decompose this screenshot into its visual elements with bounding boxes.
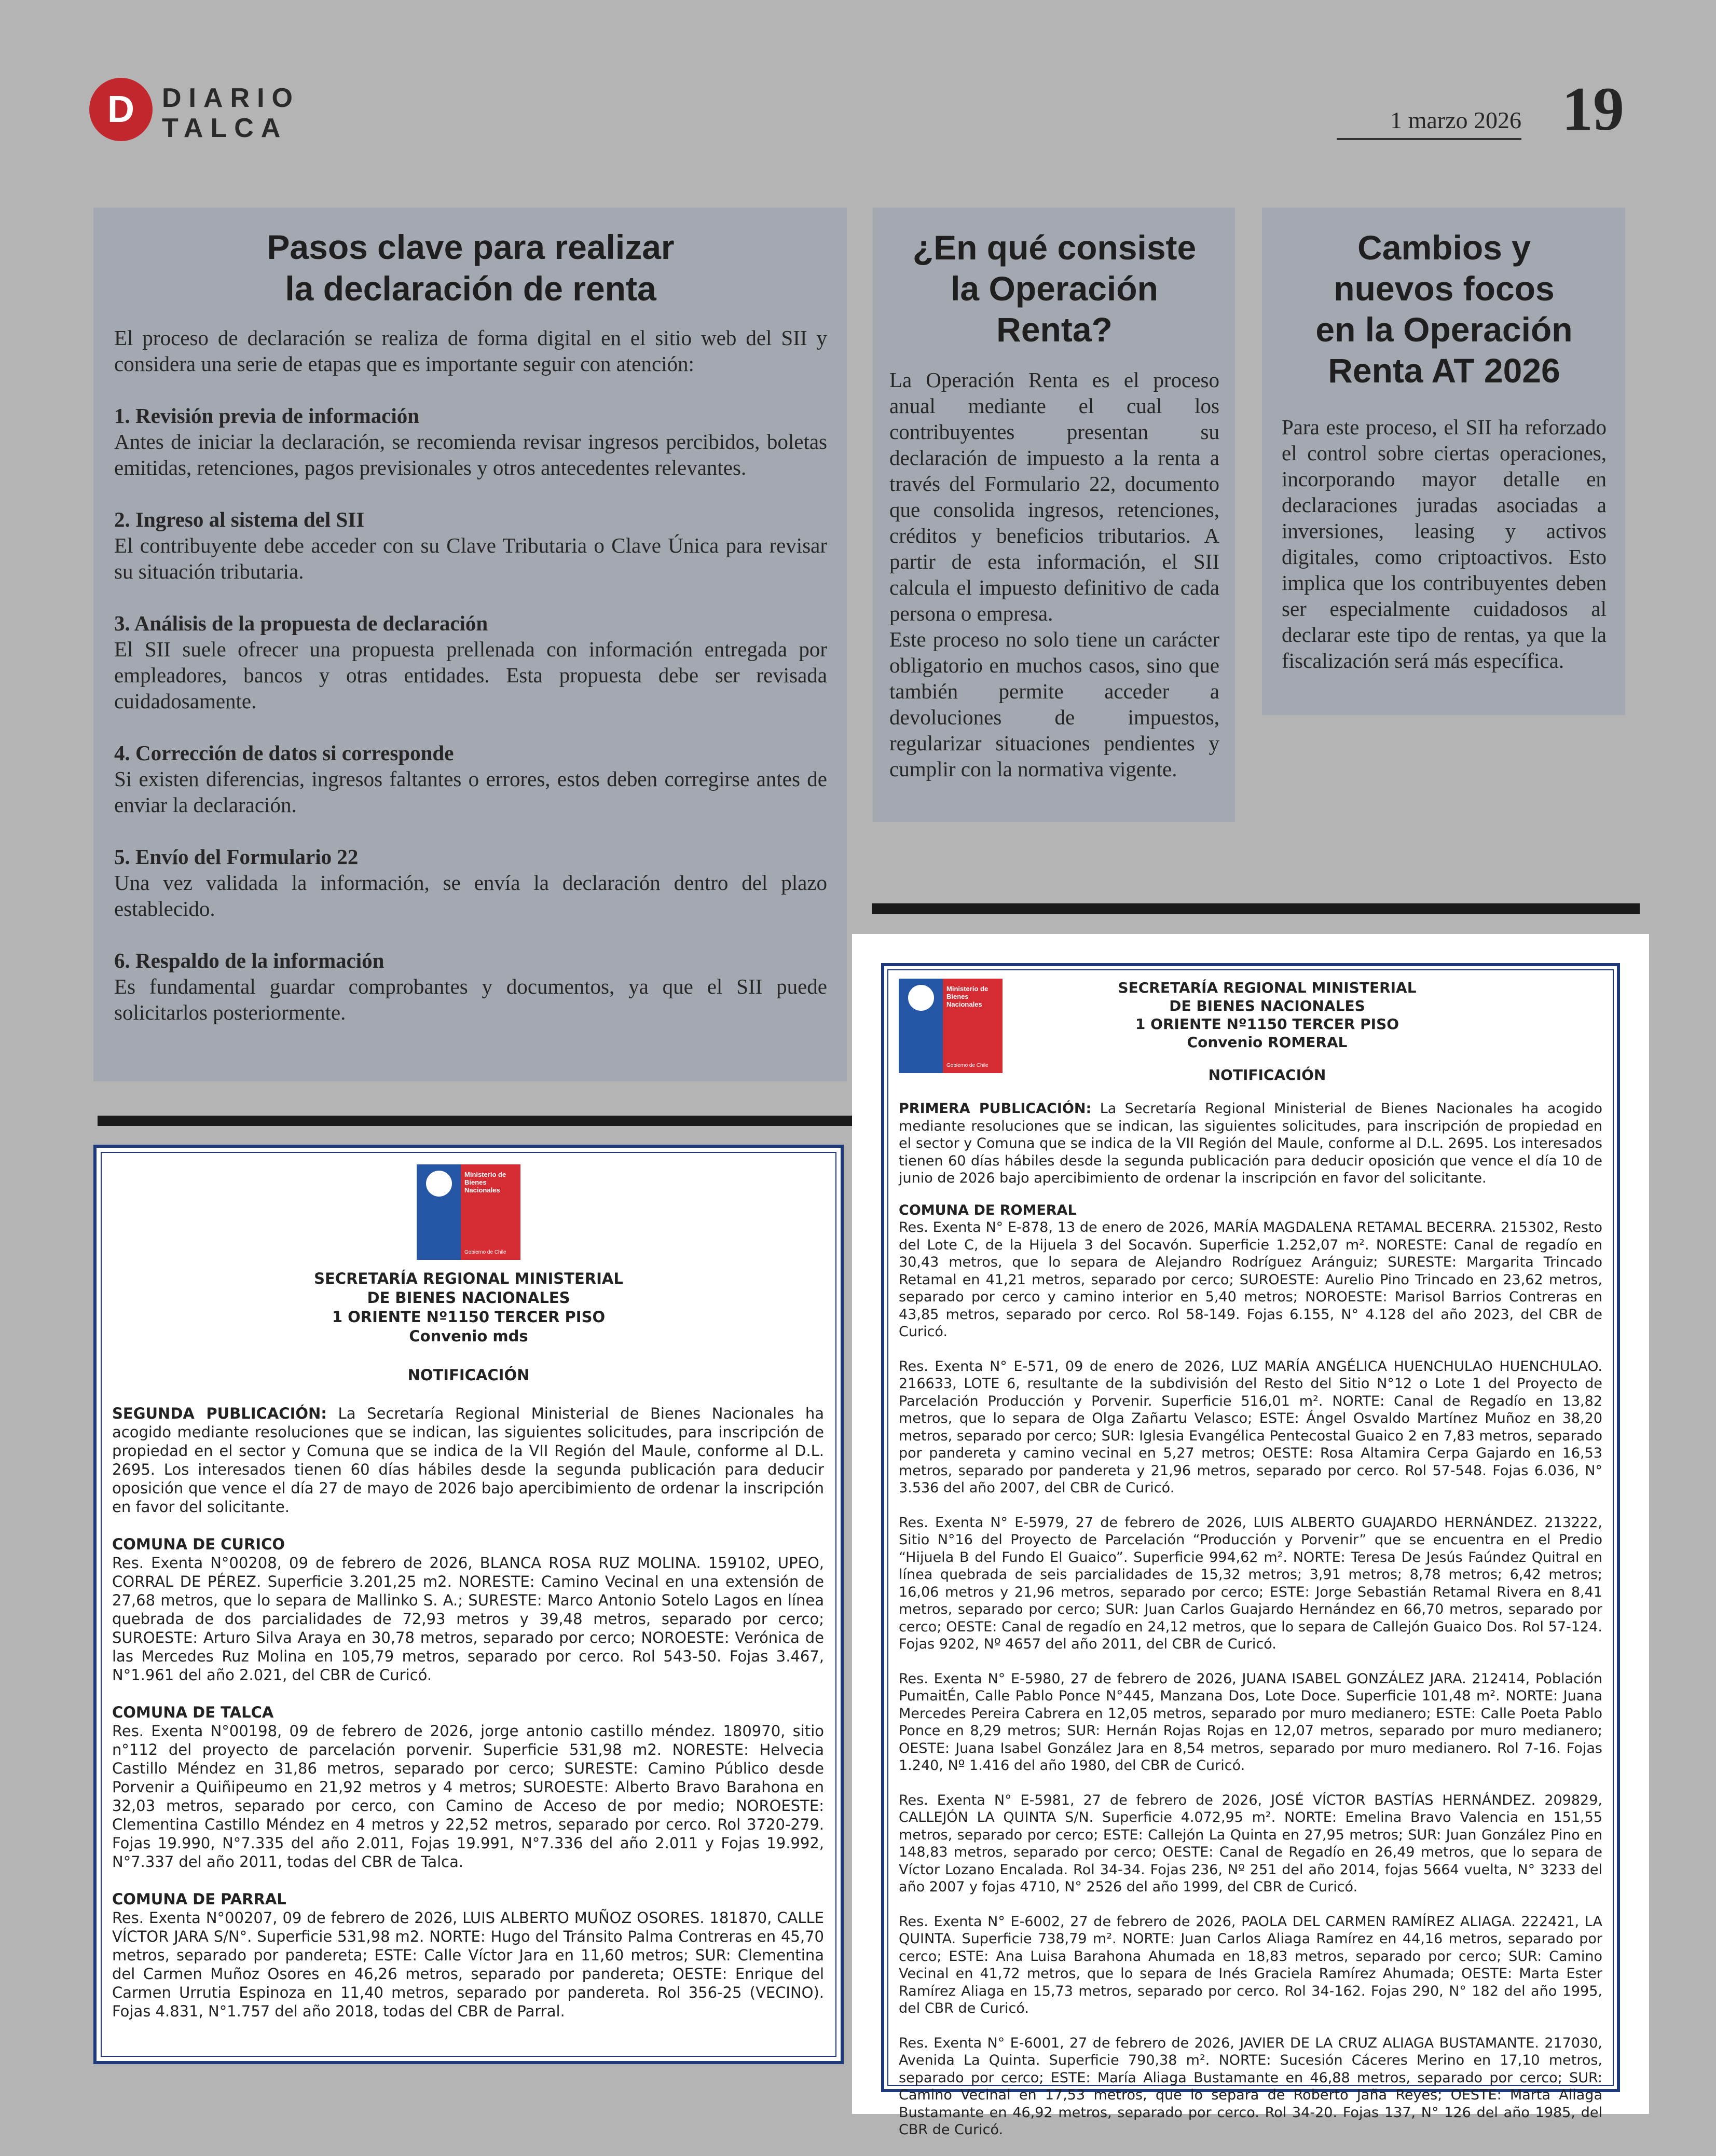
step-item bbox=[114, 947, 827, 1025]
divider-right bbox=[872, 903, 1640, 914]
notice-left-heading: NOTIFICACIÓN bbox=[407, 1366, 530, 1384]
section-text: Res. Exenta N°00207, 09 de febrero de 2026, LUIS ALBERTO MUÑOZ OSORES. 181870, CALLE VÍCTOR JARA S/N°. Superficie 531,98 m2. NORTE: Hugo del Tránsito Palma Contreras en 45,70 metros, separado por pandereta; ESTE: Calle Víctor Jara en 11,60 metros; SUR: Clementina del Carmen Muñoz Osores en 46,26 metros, separado por pandereta; OESTE: Enrique del Carmen Urrutia Espinoza en 11,40 metros, separado por pandereta. Rol 356-25 (VECINO). Fojas 4.831, N°1.757 del año 2018, todas del CBR de Parral. bbox=[112, 1909, 824, 2020]
step-title: 5. Envío del Formulario 22 bbox=[114, 845, 359, 869]
notice-left-lead: SEGUNDA PUBLICACIÓN: La Secretaría Regional Ministerial de Bienes Nacionales ha acogido mediante resoluciones que se indican, las siguientes solicitudes, para inscripción de propiedad en el sector y Comuna que se indica de la VII Región del Maule, conforme al D.L. 2695. Los interesados tienen 60 días hábiles desde la segunda publicación para deducir oposición que vence el día 27 de mayo de 2026 bajo apercibimiento de ordenar la inscripción en favor del solicitante. bbox=[112, 1405, 824, 1516]
steps-list bbox=[114, 403, 827, 1025]
divider-left bbox=[98, 1116, 866, 1126]
section-text: Res. Exenta N°00208, 09 de febrero de 2026, BLANCA ROSA RUZ MOLINA. 159102, UPEO, CORRAL DE PÉREZ. Superficie 3.201,25 m2. NORESTE: Camino Vecinal en una extensión de 27,68 metros, que lo separa de Mallinko S. A.; SURESTE: Marco Antonio Sotelo Lagos en línea quebrada de dos parcialidades de 72,93 metros y 39,48 metros, separado por cerco; SUROESTE: Arturo Silva Araya en 30,78 metros, separado por cerco; NOROESTE: Verónica de las Mercedes Ruz Molina en 105,79 metros, separado por cerco. Rol 543-50. Fojas 3.467, N°1.961 del año 2.021, del CBR de Curicó. bbox=[112, 1554, 824, 1684]
issue-date: 1 marzo 2026 bbox=[1337, 106, 1521, 140]
step-title: 2. Ingreso al sistema del SII bbox=[114, 507, 365, 531]
article-operacion-renta bbox=[873, 208, 1235, 822]
notice-left-section bbox=[112, 1890, 824, 2021]
notice-right-header-4: Convenio ROMERAL bbox=[1187, 1034, 1348, 1051]
section-text: Res. Exenta N°00198, 09 de febrero de 2026, jorge antonio castillo méndez. 180970, sitio n°112 del proyecto de parcelación porvenir. Superficie 531,98 m2. NORESTE: Helvecia Castillo Méndez en 31,86 metros, separado por cerco; SURESTE: Camino Público desde Porvenir a Quiñipeumo en 21,92 metros y 4 metros; SUROESTE: Alberto Bravo Barahona en 32,03 metros, separado por cerco, con Camino de Acceso de por medio; NOROESTE: Clementina Castillo Méndez en 4 metros y 22,52 metros, separado por cerco. Rol 3720-279. Fojas 19.990, N°7.335 del año 2.011, Fojas 19.991, N°7.336 del año 2.011 y Fojas 19.992, N°7.337 del año 2011, todas del CBR de Talca. bbox=[112, 1722, 824, 1871]
notice-entry: Res. Exenta N° E-6001, 27 de febrero de 2026, JAVIER DE LA CRUZ ALIAGA BUSTAMANTE. 217030, Avenida La Quinta. Superficie 790,38 m². NORTE: Sucesión Cáceres Merino en 17,10 metros, separado por cerco; ESTE: María Aliaga Bustamante en 46,88 metros, separado por cerco; SUR: Camino Vecinal en 17,53 metros, que lo separa de Roberto Jaña Reyes; OESTE: Marta Aliaga Bustamante en 46,92 metros, separado por cerco. Rol 34-20. Fojas 137, N° 126 del año 1985, del CBR de Curicó. bbox=[899, 2035, 1602, 2138]
notice-right-header-1: SECRETARÍA REGIONAL MINISTERIAL bbox=[1118, 979, 1417, 996]
notice-left-header-3: 1 ORIENTE Nº1150 TERCER PISO bbox=[332, 1308, 606, 1326]
notice-right-header-2: DE BIENES NACIONALES bbox=[1169, 997, 1365, 1014]
notice-entry: Res. Exenta N° E-878, 13 de enero de 2026, MARÍA MAGDALENA RETAMAL BECERRA. 215302, Resto del Lote C, de la Hijuela 3 del Socavón. Superficie 1.252,07 m². NORESTE: Canal de regadío en 30,43 metros, que lo separa de Alejandro Rodríguez Aránguiz; SURESTE: Margarita Trincado Retamal en 41,21 metros, separado por cerco; SUROESTE: Aurelio Pino Trincado en 23,62 metros, separado por cerco y camino interior en 5,40 metros; NOROESTE: Marisol Barrios Contreras en 43,85 metros, separado por cerco. Rol 58-149. Fojas 6.155, N° 4.128 del año 2023, del CBR de Curicó. bbox=[899, 1219, 1602, 1340]
notice-left-sections bbox=[112, 1535, 824, 2021]
notice-left-header-2: DE BIENES NACIONALES bbox=[367, 1289, 570, 1307]
section-title: COMUNA DE PARRAL bbox=[112, 1890, 286, 1908]
step-item bbox=[114, 506, 827, 584]
notice-entry: Res. Exenta N° E-6002, 27 de febrero de 2026, PAOLA DEL CARMEN RAMÍREZ ALIAGA. 222421, LA QUINTA. Superficie 738,79 m². NORTE: Juan Carlos Aliaga Ramírez en 44,16 metros, separado por cerco; ESTE: Ana Luisa Barahona Ahumada en 18,83 metros, separado por cerco; SUR: Camino Vecinal en 41,72 metros, que lo separa de Inés Graciela Ramírez Ahumada; OESTE: Marta Ester Ramírez Aliaga en 15,73 metros, separado por cerco. Rol 34-162. Fojas 290, N° 182 del año 1995, del CBR de Curicó. bbox=[899, 1913, 1602, 2016]
step-title: 6. Respaldo de la información bbox=[114, 949, 385, 972]
step-text: Antes de iniciar la declaración, se recomienda revisar ingresos percibidos, boletas emitidas, retenciones, pagos previsionales y otros antecedentes relevantes. bbox=[114, 430, 827, 479]
article-operacion-para1: La Operación Renta es el proceso anual mediante el cual los contribuyentes presentan su declaración de impuesto a la renta a través del Formulario 22, documento que consolida ingresos, retenciones, créditos y beneficios tributarios. A partir de esta información, el SII calcula el impuesto definitivo de cada persona o empresa. bbox=[889, 368, 1219, 625]
notice-right-section-title: COMUNA DE ROMERAL bbox=[899, 1202, 1077, 1218]
masthead-line-1: DIARIO bbox=[162, 83, 300, 113]
notice-left-section bbox=[112, 1535, 824, 1684]
step-title: 1. Revisión previa de información bbox=[114, 404, 420, 428]
step-item bbox=[114, 610, 827, 714]
step-item bbox=[114, 844, 827, 922]
notice-entry: Res. Exenta N° E-571, 09 de enero de 2026, LUZ MARÍA ANGÉLICA HUENCHULAO HUENCHULAO. 216633, LOTE 6, resultante de la subdivisión del Resto del Sitio N°12 o Lote 1 del Proyecto de Parcelación Producción y Porvenir. Superficie 516,01 m². NORTE: Canal de Regadío en 13,82 metros, que lo separa de Olga Zañartu Velasco; ESTE: Ángel Osvaldo Martínez Muñoz en 38,20 metros, separado por cerco; SUR: Iglesia Evangélica Pentecostal Guaico 2 en 7,83 metros, separado por pandereta y camino vecinal en 5,27 metros; OESTE: Rosa Altamira Cerpa Gajardo en 16,53 metros, separado por pandereta y 21,96 metros, separado por cerco. Rol 57-548. Fojas 6.036, N° 3.536 del año 2007, del CBR de Curicó. bbox=[899, 1358, 1602, 1496]
step-text: Es fundamental guardar comprobantes y documentos, ya que el SII puede solicitarlos posteriormente. bbox=[114, 974, 827, 1024]
article-cambios-para: Para este proceso, el SII ha reforzado el control sobre ciertas operaciones, incorporando mayor detalle en declaraciones juradas asociadas a inversiones, leasing y activos digitales, como criptoactivos. Esto implica que los contribuyentes deben ser especialmente cuidadosos al declarar este tipo de rentas, ya que la fiscalización será más específica. bbox=[1282, 415, 1607, 672]
article-operacion-para2: Este proceso no solo tiene un carácter obligatorio en muchos casos, sino que también permite acceder a devoluciones de impuestos, regularizar situaciones pendientes y cumplir con la normativa vigente. bbox=[889, 627, 1219, 781]
ministerio-bienes-nacionales-logo-icon: Ministerio de Bienes Nacionales Gobierno de Chile bbox=[417, 1164, 520, 1260]
page-number: 19 bbox=[1562, 74, 1624, 143]
masthead-line-2: TALCA bbox=[162, 113, 288, 143]
article-cambios-focos bbox=[1262, 208, 1625, 715]
step-title: 4. Corrección de datos si corresponde bbox=[114, 741, 454, 765]
ministerio-bienes-nacionales-logo-icon: Ministerio de Bienes Nacionales Gobierno de Chile bbox=[899, 979, 1003, 1073]
article-operacion-title: ¿En qué consiste la Operación Renta? bbox=[912, 228, 1197, 349]
article-pasos-clave bbox=[93, 208, 847, 1081]
notice-left-header-1: SECRETARÍA REGIONAL MINISTERIAL bbox=[314, 1270, 623, 1287]
notice-entry: Res. Exenta N° E-5981, 27 de febrero de 2026, JOSÉ VÍCTOR BASTÍAS HERNÁNDEZ. 209829, CALLEJÓN LA QUINTA S/N. Superficie 4.072,95 m². NORTE: Emelina Bravo Valencia en 151,55 metros, separado por cerco; ESTE: Callejón La Quinta en 27,95 metros; SUR: Juan González Pino en 148,83 metros, separado por cerco; OESTE: Canal de Regadío en 26,49 metros, que lo separa de Víctor Lozano Encalada. Rol 34-34. Fojas 236, Nº 251 del año 2014, fojas 5664 vuelta, N° 3233 del año 2007 y fojas 4710, N° 2526 del año 1999, del CBR de Curicó. bbox=[899, 1792, 1602, 1895]
step-title: 3. Análisis de la propuesta de declaración bbox=[114, 611, 488, 635]
notice-right-lead: PRIMERA PUBLICACIÓN: La Secretaría Regional Ministerial de Bienes Nacionales ha acogido mediante resoluciones que se indican, las siguientes solicitudes, para inscripción de propiedad en el sector y Comuna que se indica de la VII Región del Maule, conforme al D.L. 2695. Los interesados tienen 60 días hábiles desde la segunda publicación para deducir oposición que vence el día 10 de junio de 2026 bajo apercibimiento de ordenar la inscripción en favor del solicitante. bbox=[899, 1101, 1602, 1186]
notice-right-heading: NOTIFICACIÓN bbox=[1208, 1066, 1326, 1083]
step-item bbox=[114, 403, 827, 480]
step-text: El SII suele ofrecer una propuesta prellenada con información entregada por empleadores, bancos y otras entidades. Esta propuesta debe ser revisada cuidadosamente. bbox=[114, 637, 827, 713]
section-title: COMUNA DE CURICO bbox=[112, 1535, 285, 1553]
notice-right-entries bbox=[899, 1219, 1602, 2139]
notice-left-header-4: Convenio mds bbox=[409, 1327, 528, 1345]
notice-entry: Res. Exenta N° E-5979, 27 de febrero de 2026, LUIS ALBERTO GUAJARDO HERNÁNDEZ. 213222, Sitio N°16 del Proyecto de Parcelación “Producción y Porvenir” que se encuentra en el Predio “Hijuela B del Fundo El Guaico”. Superficie 994,62 m². NORTE: Teresa De Jesús Faúndez Quitral en línea quebrada de seis parcialidades de 15,32 metros; 3,91 metros; 8,78 metros; 6,42 metros; 16,06 metros y 21,96 metros, separado por cerco; ESTE: Jorge Sebastián Retamal Rivera en 8,41 metros, separado por cerco; SUR: Juan Carlos Guajardo Hernández en 66,70 metros, separado por cerco; OESTE: Canal de regadío en 24,12 metros, que lo separa de Callejón Guaico Dos. Rol 57-124. Fojas 9202, Nº 4657 del año 2011, del CBR de Curicó. bbox=[899, 1514, 1602, 1652]
article-pasos-intro: El proceso de declaración se realiza de forma digital en el sitio web del SII y considera una serie de etapas que es importante seguir con atención: bbox=[114, 326, 827, 376]
notice-entry: Res. Exenta N° E-5980, 27 de febrero de 2026, JUANA ISABEL GONZÁLEZ JARA. 212414, Población PumaitÉn, Calle Pablo Ponce N°445, Manzana Dos, Lote Doce. Superficie 101,48 m². NORTE: Juana Mercedes Pereira Cabrera en 12,05 metros, separado por muro medianero; ESTE: Calle Poeta Pablo Ponce en 8,29 metros; SUR: Hernán Rojas Rojas en 12,07 metros, separado por muro medianero; OESTE: Juana Isabel González Jara en 8,54 metros, separado por muro medianero. Rol 7-16. Fojas 1.240, Nº 1.416 del año 1980, del CBR de Curicó. bbox=[899, 1670, 1602, 1774]
diario-talca-logo-icon: D bbox=[89, 78, 153, 141]
notice-romeral bbox=[852, 934, 1649, 2138]
step-text: Si existen diferencias, ingresos faltantes o errores, estos deben corregirse antes de enviar la declaración. bbox=[114, 767, 827, 817]
article-cambios-title: Cambios y nuevos focos en la Operación Renta AT 2026 bbox=[1315, 228, 1573, 390]
notice-left-section bbox=[112, 1703, 824, 1871]
article-pasos-title: Pasos clave para realizar la declaración de renta bbox=[267, 228, 675, 308]
step-text: El contribuyente debe acceder con su Clave Tributaria o Clave Única para revisar su situación tributaria. bbox=[114, 533, 827, 583]
step-item bbox=[114, 740, 827, 818]
masthead-logo-text bbox=[162, 83, 300, 143]
notice-right-header-3: 1 ORIENTE Nº1150 TERCER PISO bbox=[1135, 1015, 1399, 1033]
notice-mds bbox=[93, 1145, 844, 2064]
step-text: Una vez validada la información, se envía la declaración dentro del plazo establecido. bbox=[114, 871, 827, 921]
section-title: COMUNA DE TALCA bbox=[112, 1704, 274, 1721]
